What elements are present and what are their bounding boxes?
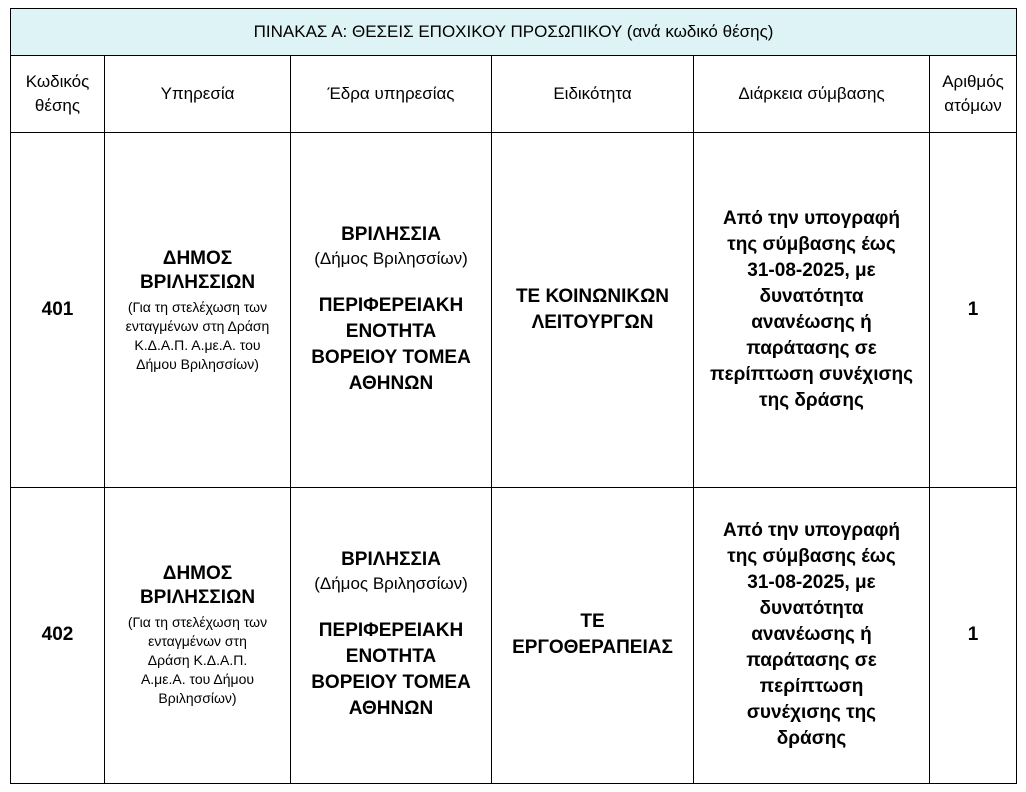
seat-region-line: ΠΕΡΙΦΕΡΕΙΑΚΗ bbox=[318, 620, 464, 642]
seat-region-line: ΒΟΡΕΙΟΥ ΤΟΜΕΑ bbox=[311, 672, 471, 694]
position-code: 401 bbox=[11, 133, 105, 487]
person-count: 1 bbox=[930, 487, 1017, 783]
specialty-line: ΤΕ ΚΟΙΝΩΝΙΚΩΝ bbox=[515, 286, 670, 308]
service-cell bbox=[105, 487, 291, 783]
service-note-line: Κ.Δ.Α.Π. Α.με.Α. του bbox=[134, 336, 261, 353]
duration-line: 31-08-2025, με bbox=[747, 572, 876, 594]
seat-main: ΒΡΙΛΗΣΣΙΑ bbox=[341, 549, 441, 571]
seat-region-line: ΑΘΗΝΩΝ bbox=[348, 373, 434, 395]
service-note-line: Δήμου Βριλησσίων) bbox=[136, 355, 259, 372]
service-note-line: (Για τη στελέχωση των bbox=[127, 298, 268, 315]
duration-cell bbox=[694, 133, 930, 487]
service-name-line2: ΒΡΙΛΗΣΣΙΩΝ bbox=[139, 587, 256, 609]
table-title: ΠΙΝΑΚΑΣ Α: ΘΕΣΕΙΣ ΕΠΟΧΙΚΟΥ ΠΡΟΣΩΠΙΚΟΥ (ανά κωδικό θέσης) bbox=[11, 9, 1017, 56]
specialty-cell bbox=[492, 133, 694, 487]
seat-region-line: ΕΝΟΤΗΤΑ bbox=[345, 646, 437, 668]
duration-line: παράτασης σε bbox=[746, 338, 877, 360]
service-note bbox=[105, 298, 290, 374]
seat-region-line: ΑΘΗΝΩΝ bbox=[348, 698, 434, 720]
seat-region-line: ΒΟΡΕΙΟΥ ΤΟΜΕΑ bbox=[311, 347, 471, 369]
header-count-line2: ατόμων bbox=[944, 96, 1002, 116]
duration-line: δυνατότητα bbox=[759, 598, 864, 620]
header-code bbox=[11, 56, 105, 133]
service-note-line: ενταγμένων στη Δράση bbox=[125, 317, 270, 334]
duration-line: Από την υπογραφή bbox=[723, 208, 900, 230]
duration-line: δυνατότητα bbox=[759, 286, 864, 308]
specialty-line: ΛΕΙΤΟΥΡΓΩΝ bbox=[531, 312, 654, 334]
seat-sub: (Δήμος Βριλησσίων) bbox=[314, 249, 468, 269]
duration-line: συνέχισης της bbox=[746, 702, 877, 724]
header-code-line1: Κωδικός bbox=[25, 72, 90, 92]
duration-line: της σύμβασης έως bbox=[727, 234, 896, 256]
position-code: 402 bbox=[11, 487, 105, 783]
service-name-line2: ΒΡΙΛΗΣΣΙΩΝ bbox=[139, 271, 256, 293]
specialty-cell bbox=[492, 487, 694, 783]
service-note-line: Α.με.Α. του Δήμου bbox=[140, 671, 255, 688]
seat-sub: (Δήμος Βριλησσίων) bbox=[314, 574, 468, 594]
header-specialty: Ειδικότητα bbox=[492, 56, 694, 133]
seat-cell bbox=[291, 487, 492, 783]
duration-line: της δράσης bbox=[759, 390, 864, 412]
specialty-line: ΕΡΓΟΘΕΡΑΠΕΙΑΣ bbox=[512, 637, 673, 659]
header-code-line2: θέσης bbox=[34, 96, 81, 116]
seat-region bbox=[291, 293, 491, 397]
service-note-line: (Για τη στελέχωση των bbox=[127, 614, 268, 631]
duration-line: Από την υπογραφή bbox=[723, 520, 900, 542]
seat-region-line: ΕΝΟΤΗΤΑ bbox=[345, 321, 437, 343]
duration-line: περίπτωση bbox=[759, 676, 864, 698]
service-note-line: Βριλησσίων) bbox=[158, 690, 237, 707]
duration-line: 31-08-2025, με bbox=[747, 260, 876, 282]
header-service: Υπηρεσία bbox=[105, 56, 291, 133]
duration-line: περίπτωση συνέχισης bbox=[710, 364, 913, 386]
seat-main: ΒΡΙΛΗΣΣΙΑ bbox=[341, 224, 441, 246]
positions-table bbox=[10, 8, 1017, 784]
header-count-line1: Αριθμός bbox=[942, 72, 1004, 92]
service-name-line1: ΔΗΜΟΣ bbox=[162, 247, 233, 269]
header-seat: Έδρα υπηρεσίας bbox=[291, 56, 492, 133]
seat-region-line: ΠΕΡΙΦΕΡΕΙΑΚΗ bbox=[318, 295, 464, 317]
service-cell bbox=[105, 133, 291, 487]
duration-line: ανανέωσης ή bbox=[751, 624, 872, 646]
seat-region bbox=[291, 618, 491, 722]
seat-cell bbox=[291, 133, 492, 487]
duration-line: δράσης bbox=[776, 728, 847, 750]
header-duration: Διάρκεια σύμβασης bbox=[694, 56, 930, 133]
header-count bbox=[930, 56, 1017, 133]
service-note-line: ενταγμένων στη bbox=[148, 633, 247, 650]
header-row bbox=[11, 56, 1017, 133]
duration-cell bbox=[694, 487, 930, 783]
specialty-line: ΤΕ bbox=[580, 611, 605, 633]
service-note-line: Δράση Κ.Δ.Α.Π. bbox=[147, 652, 248, 669]
duration-line: παράτασης σε bbox=[746, 650, 877, 672]
table-row bbox=[11, 487, 1017, 783]
service-name-line1: ΔΗΜΟΣ bbox=[162, 563, 233, 585]
duration-line: ανανέωσης ή bbox=[751, 312, 872, 334]
duration-line: της σύμβασης έως bbox=[727, 546, 896, 568]
person-count: 1 bbox=[930, 133, 1017, 487]
table-row bbox=[11, 133, 1017, 487]
service-note bbox=[105, 613, 290, 708]
